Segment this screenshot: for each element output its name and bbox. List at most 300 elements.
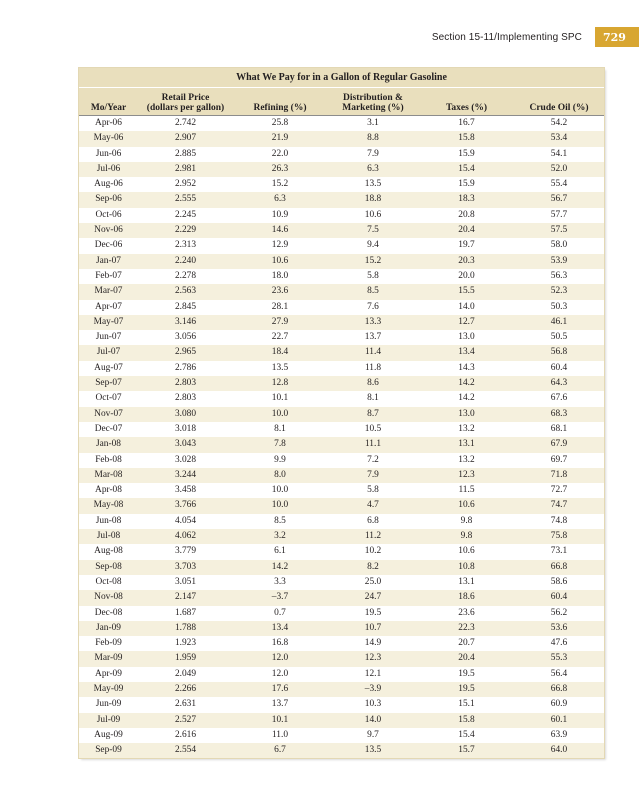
cell-retail-price: 2.845 [138, 300, 233, 315]
cell-retail-price: 2.631 [138, 697, 233, 712]
cell-distribution-marketing: 12.1 [327, 667, 419, 682]
cell-refining: 9.9 [233, 453, 327, 468]
table-row [79, 667, 604, 682]
cell-refining: 6.3 [233, 192, 327, 207]
cell-mo-year: Nov-07 [79, 407, 138, 422]
cell-refining: 8.5 [233, 514, 327, 529]
cell-taxes: 20.3 [419, 254, 514, 269]
cell-crude-oil: 74.7 [514, 498, 604, 513]
table-row [79, 422, 604, 437]
cell-crude-oil: 60.9 [514, 697, 604, 712]
cell-retail-price: 3.779 [138, 544, 233, 559]
cell-distribution-marketing: 11.1 [327, 437, 419, 452]
cell-refining: 8.0 [233, 468, 327, 483]
cell-retail-price: 3.244 [138, 468, 233, 483]
cell-refining: 10.1 [233, 713, 327, 728]
cell-crude-oil: 67.9 [514, 437, 604, 452]
cell-taxes: 18.3 [419, 192, 514, 207]
table-row [79, 147, 604, 162]
table-row [79, 728, 604, 743]
column-header-line2: Mo/Year [90, 103, 127, 113]
cell-mo-year: Aug-07 [79, 361, 138, 376]
cell-crude-oil: 46.1 [514, 315, 604, 330]
cell-taxes: 15.1 [419, 697, 514, 712]
cell-refining: 10.0 [233, 407, 327, 422]
table-row [79, 636, 604, 651]
cell-retail-price: 2.554 [138, 743, 233, 758]
cell-mo-year: Apr-09 [79, 667, 138, 682]
table-row [79, 529, 604, 544]
cell-refining: 10.0 [233, 498, 327, 513]
cell-retail-price: 2.803 [138, 391, 233, 406]
cell-taxes: 13.4 [419, 345, 514, 360]
cell-retail-price: 3.056 [138, 330, 233, 345]
column-header-line1: Distribution & [343, 93, 403, 103]
cell-taxes: 20.0 [419, 269, 514, 284]
cell-crude-oil: 50.3 [514, 300, 604, 315]
cell-retail-price: 2.907 [138, 131, 233, 146]
cell-distribution-marketing: 9.4 [327, 238, 419, 253]
cell-mo-year: Jul-06 [79, 162, 138, 177]
cell-crude-oil: 75.8 [514, 529, 604, 544]
cell-distribution-marketing: 10.3 [327, 697, 419, 712]
cell-taxes: 15.7 [419, 743, 514, 758]
cell-taxes: 15.9 [419, 177, 514, 192]
cell-crude-oil: 58.0 [514, 238, 604, 253]
cell-crude-oil: 52.0 [514, 162, 604, 177]
table-row [79, 391, 604, 406]
table-row [79, 575, 604, 590]
cell-mo-year: May-06 [79, 131, 138, 146]
cell-mo-year: Jun-08 [79, 514, 138, 529]
table-row [79, 743, 604, 758]
cell-retail-price: 2.240 [138, 254, 233, 269]
cell-distribution-marketing: 8.2 [327, 560, 419, 575]
cell-mo-year: May-08 [79, 498, 138, 513]
cell-distribution-marketing: 10.7 [327, 621, 419, 636]
table-row [79, 682, 604, 697]
cell-mo-year: Jul-07 [79, 345, 138, 360]
cell-distribution-marketing: 11.8 [327, 361, 419, 376]
cell-crude-oil: 69.7 [514, 453, 604, 468]
cell-crude-oil: 54.2 [514, 116, 604, 132]
cell-distribution-marketing: 3.1 [327, 116, 419, 132]
cell-mo-year: Mar-08 [79, 468, 138, 483]
column-header-line2: (dollars per gallon) [146, 103, 225, 113]
cell-retail-price: 2.049 [138, 667, 233, 682]
table-row [79, 192, 604, 207]
column-header-line2: Marketing (%) [342, 103, 404, 113]
cell-distribution-marketing: 25.0 [327, 575, 419, 590]
cell-refining: 26.3 [233, 162, 327, 177]
cell-distribution-marketing: 24.7 [327, 590, 419, 605]
cell-refining: 18.0 [233, 269, 327, 284]
column-header-line1 [79, 93, 138, 103]
cell-retail-price: 3.146 [138, 315, 233, 330]
cell-refining: 16.8 [233, 636, 327, 651]
cell-refining: 22.0 [233, 147, 327, 162]
column-header-mo-year [79, 88, 138, 116]
cell-retail-price: 2.555 [138, 192, 233, 207]
cell-crude-oil: 56.4 [514, 667, 604, 682]
table-row [79, 315, 604, 330]
cell-crude-oil: 55.4 [514, 177, 604, 192]
cell-taxes: 10.6 [419, 544, 514, 559]
column-header-line2: Refining (%) [253, 103, 307, 113]
cell-mo-year: Apr-06 [79, 116, 138, 132]
cell-distribution-marketing: 8.6 [327, 376, 419, 391]
cell-refining: 10.1 [233, 391, 327, 406]
cell-refining: 27.9 [233, 315, 327, 330]
cell-crude-oil: 72.7 [514, 483, 604, 498]
cell-mo-year: Jul-08 [79, 529, 138, 544]
cell-retail-price: 2.742 [138, 116, 233, 132]
cell-taxes: 13.2 [419, 422, 514, 437]
cell-taxes: 10.8 [419, 560, 514, 575]
cell-mo-year: Sep-07 [79, 376, 138, 391]
cell-retail-price: 2.952 [138, 177, 233, 192]
cell-crude-oil: 57.7 [514, 208, 604, 223]
cell-mo-year: Sep-09 [79, 743, 138, 758]
cell-crude-oil: 54.1 [514, 147, 604, 162]
cell-taxes: 19.5 [419, 667, 514, 682]
cell-mo-year: Jun-09 [79, 697, 138, 712]
cell-retail-price: 3.080 [138, 407, 233, 422]
cell-distribution-marketing: 7.9 [327, 147, 419, 162]
cell-distribution-marketing: 7.6 [327, 300, 419, 315]
cell-taxes: 13.2 [419, 453, 514, 468]
cell-taxes: 14.0 [419, 300, 514, 315]
cell-retail-price: 3.458 [138, 483, 233, 498]
cell-taxes: 19.5 [419, 682, 514, 697]
cell-mo-year: Mar-07 [79, 284, 138, 299]
cell-retail-price: 2.803 [138, 376, 233, 391]
cell-mo-year: Jan-08 [79, 437, 138, 452]
cell-crude-oil: 71.8 [514, 468, 604, 483]
cell-refining: 22.7 [233, 330, 327, 345]
table-title: What We Pay for in a Gallon of Regular Gasoline [79, 68, 604, 88]
cell-crude-oil: 68.3 [514, 407, 604, 422]
cell-crude-oil: 50.5 [514, 330, 604, 345]
cell-taxes: 15.8 [419, 713, 514, 728]
table-row [79, 590, 604, 605]
cell-distribution-marketing: 7.5 [327, 223, 419, 238]
cell-refining: 3.2 [233, 529, 327, 544]
cell-retail-price: 1.959 [138, 651, 233, 666]
cell-mo-year: Jan-09 [79, 621, 138, 636]
table-row [79, 269, 604, 284]
cell-crude-oil: 53.4 [514, 131, 604, 146]
cell-distribution-marketing: 11.2 [327, 529, 419, 544]
cell-mo-year: Feb-08 [79, 453, 138, 468]
cell-distribution-marketing: 11.4 [327, 345, 419, 360]
cell-taxes: 23.6 [419, 606, 514, 621]
column-header-line1 [514, 93, 604, 103]
column-header-line1: Retail Price [161, 93, 210, 103]
cell-mo-year: Sep-08 [79, 560, 138, 575]
cell-crude-oil: 64.3 [514, 376, 604, 391]
table-row [79, 713, 604, 728]
cell-mo-year: Dec-08 [79, 606, 138, 621]
cell-mo-year: Apr-07 [79, 300, 138, 315]
cell-crude-oil: 64.0 [514, 743, 604, 758]
cell-crude-oil: 47.6 [514, 636, 604, 651]
cell-mo-year: Aug-08 [79, 544, 138, 559]
cell-refining: 12.8 [233, 376, 327, 391]
cell-crude-oil: 60.1 [514, 713, 604, 728]
table-row [79, 345, 604, 360]
running-head [432, 27, 639, 47]
column-header-distribution-marketing [327, 88, 419, 116]
cell-retail-price: 3.043 [138, 437, 233, 452]
cell-crude-oil: 56.3 [514, 269, 604, 284]
cell-crude-oil: 53.9 [514, 254, 604, 269]
cell-crude-oil: 56.7 [514, 192, 604, 207]
cell-retail-price: 3.018 [138, 422, 233, 437]
cell-refining: 6.1 [233, 544, 327, 559]
column-header-crude-oil [514, 88, 604, 116]
column-header-taxes [419, 88, 514, 116]
cell-retail-price: 2.313 [138, 238, 233, 253]
cell-distribution-marketing: 6.8 [327, 514, 419, 529]
cell-mo-year: Aug-06 [79, 177, 138, 192]
cell-mo-year: Sep-06 [79, 192, 138, 207]
table-row [79, 162, 604, 177]
cell-distribution-marketing: 12.3 [327, 651, 419, 666]
cell-mo-year: Dec-06 [79, 238, 138, 253]
cell-taxes: 19.7 [419, 238, 514, 253]
cell-crude-oil: 56.2 [514, 606, 604, 621]
gasoline-table-container [79, 68, 604, 758]
column-header-line1 [233, 93, 327, 103]
cell-mo-year: Nov-06 [79, 223, 138, 238]
column-header-line1 [419, 93, 514, 103]
cell-refining: 0.7 [233, 606, 327, 621]
cell-retail-price: 2.563 [138, 284, 233, 299]
cell-refining: 14.6 [233, 223, 327, 238]
table-row [79, 483, 604, 498]
cell-retail-price: 2.885 [138, 147, 233, 162]
cell-taxes: 20.7 [419, 636, 514, 651]
cell-mo-year: Jun-06 [79, 147, 138, 162]
cell-mo-year: Oct-06 [79, 208, 138, 223]
cell-distribution-marketing: 5.8 [327, 483, 419, 498]
cell-refining: 10.6 [233, 254, 327, 269]
table-row [79, 453, 604, 468]
table-row [79, 468, 604, 483]
table-row [79, 560, 604, 575]
cell-distribution-marketing: 19.5 [327, 606, 419, 621]
cell-taxes: 16.7 [419, 116, 514, 132]
cell-distribution-marketing: 4.7 [327, 498, 419, 513]
cell-crude-oil: 73.1 [514, 544, 604, 559]
cell-mo-year: Jun-07 [79, 330, 138, 345]
cell-retail-price: 2.786 [138, 361, 233, 376]
cell-retail-price: 2.266 [138, 682, 233, 697]
cell-mo-year: Mar-09 [79, 651, 138, 666]
cell-retail-price: 2.245 [138, 208, 233, 223]
cell-crude-oil: 67.6 [514, 391, 604, 406]
cell-refining: 21.9 [233, 131, 327, 146]
cell-taxes: 12.3 [419, 468, 514, 483]
cell-retail-price: 2.527 [138, 713, 233, 728]
cell-distribution-marketing: 10.5 [327, 422, 419, 437]
cell-crude-oil: 66.8 [514, 682, 604, 697]
cell-refining: 23.6 [233, 284, 327, 299]
cell-retail-price: 1.687 [138, 606, 233, 621]
cell-mo-year: Dec-07 [79, 422, 138, 437]
table-row [79, 606, 604, 621]
table-row [79, 116, 604, 132]
cell-refining: 25.8 [233, 116, 327, 132]
cell-taxes: 15.9 [419, 147, 514, 162]
table-row [79, 437, 604, 452]
cell-crude-oil: 53.6 [514, 621, 604, 636]
table-row [79, 651, 604, 666]
table-row [79, 376, 604, 391]
cell-distribution-marketing: 8.5 [327, 284, 419, 299]
cell-refining: 11.0 [233, 728, 327, 743]
cell-retail-price: 2.229 [138, 223, 233, 238]
cell-mo-year: Apr-08 [79, 483, 138, 498]
cell-distribution-marketing: 7.9 [327, 468, 419, 483]
cell-taxes: 12.7 [419, 315, 514, 330]
cell-crude-oil: 60.4 [514, 361, 604, 376]
cell-taxes: 18.6 [419, 590, 514, 605]
column-header-line2: Crude Oil (%) [529, 103, 589, 113]
cell-retail-price: 2.616 [138, 728, 233, 743]
cell-taxes: 13.0 [419, 330, 514, 345]
cell-retail-price: 3.028 [138, 453, 233, 468]
cell-taxes: 15.4 [419, 728, 514, 743]
cell-distribution-marketing: 14.9 [327, 636, 419, 651]
cell-distribution-marketing: 15.2 [327, 254, 419, 269]
cell-distribution-marketing: 8.1 [327, 391, 419, 406]
table-row [79, 208, 604, 223]
table-row [79, 407, 604, 422]
cell-refining: 12.9 [233, 238, 327, 253]
cell-distribution-marketing: 13.5 [327, 743, 419, 758]
cell-taxes: 11.5 [419, 483, 514, 498]
table-row [79, 284, 604, 299]
cell-distribution-marketing: 10.2 [327, 544, 419, 559]
table-row [79, 498, 604, 513]
cell-mo-year: Oct-08 [79, 575, 138, 590]
cell-distribution-marketing: 6.3 [327, 162, 419, 177]
cell-distribution-marketing: 10.6 [327, 208, 419, 223]
cell-mo-year: Oct-07 [79, 391, 138, 406]
cell-taxes: 15.4 [419, 162, 514, 177]
cell-crude-oil: 63.9 [514, 728, 604, 743]
cell-refining: 10.0 [233, 483, 327, 498]
cell-retail-price: 2.278 [138, 269, 233, 284]
table-row [79, 621, 604, 636]
cell-refining: 28.1 [233, 300, 327, 315]
table-row [79, 223, 604, 238]
cell-mo-year: Nov-08 [79, 590, 138, 605]
cell-distribution-marketing: 8.8 [327, 131, 419, 146]
cell-taxes: 22.3 [419, 621, 514, 636]
cell-retail-price: 2.981 [138, 162, 233, 177]
cell-distribution-marketing: –3.9 [327, 682, 419, 697]
cell-distribution-marketing: 7.2 [327, 453, 419, 468]
cell-mo-year: Feb-07 [79, 269, 138, 284]
cell-taxes: 10.6 [419, 498, 514, 513]
column-header-refining [233, 88, 327, 116]
table-row [79, 544, 604, 559]
cell-mo-year: Jul-09 [79, 713, 138, 728]
cell-crude-oil: 60.4 [514, 590, 604, 605]
table-row [79, 300, 604, 315]
cell-mo-year: Jan-07 [79, 254, 138, 269]
cell-taxes: 14.3 [419, 361, 514, 376]
cell-taxes: 13.1 [419, 575, 514, 590]
table-row [79, 330, 604, 345]
cell-taxes: 20.4 [419, 223, 514, 238]
cell-retail-price: 1.788 [138, 621, 233, 636]
cell-mo-year: May-07 [79, 315, 138, 330]
cell-refining: 15.2 [233, 177, 327, 192]
cell-taxes: 9.8 [419, 514, 514, 529]
table-row [79, 131, 604, 146]
cell-retail-price: 2.965 [138, 345, 233, 360]
cell-refining: 13.7 [233, 697, 327, 712]
cell-mo-year: May-09 [79, 682, 138, 697]
cell-refining: 18.4 [233, 345, 327, 360]
cell-crude-oil: 74.8 [514, 514, 604, 529]
cell-refining: 12.0 [233, 667, 327, 682]
table-row [79, 254, 604, 269]
cell-retail-price: 2.147 [138, 590, 233, 605]
cell-taxes: 14.2 [419, 391, 514, 406]
cell-refining: 13.5 [233, 361, 327, 376]
cell-distribution-marketing: 5.8 [327, 269, 419, 284]
cell-distribution-marketing: 14.0 [327, 713, 419, 728]
cell-taxes: 15.5 [419, 284, 514, 299]
section-title: Section 15-11/Implementing SPC [431, 31, 582, 43]
cell-crude-oil: 58.6 [514, 575, 604, 590]
cell-refining: –3.7 [233, 590, 327, 605]
table-body [79, 116, 604, 759]
cell-crude-oil: 55.3 [514, 651, 604, 666]
cell-crude-oil: 57.5 [514, 223, 604, 238]
cell-distribution-marketing: 13.7 [327, 330, 419, 345]
cell-refining: 3.3 [233, 575, 327, 590]
table-row [79, 361, 604, 376]
column-header-retail-price [138, 88, 233, 116]
cell-taxes: 13.1 [419, 437, 514, 452]
cell-distribution-marketing: 18.8 [327, 192, 419, 207]
cell-crude-oil: 66.8 [514, 560, 604, 575]
cell-taxes: 20.8 [419, 208, 514, 223]
cell-crude-oil: 52.3 [514, 284, 604, 299]
table-row [79, 238, 604, 253]
cell-taxes: 14.2 [419, 376, 514, 391]
cell-taxes: 13.0 [419, 407, 514, 422]
cell-taxes: 15.8 [419, 131, 514, 146]
cell-distribution-marketing: 13.5 [327, 177, 419, 192]
cell-retail-price: 3.703 [138, 560, 233, 575]
cell-retail-price: 4.054 [138, 514, 233, 529]
cell-refining: 14.2 [233, 560, 327, 575]
cell-retail-price: 3.051 [138, 575, 233, 590]
cell-distribution-marketing: 8.7 [327, 407, 419, 422]
column-header-row [79, 88, 604, 116]
cell-crude-oil: 68.1 [514, 422, 604, 437]
table-row [79, 177, 604, 192]
cell-retail-price: 1.923 [138, 636, 233, 651]
cell-refining: 10.9 [233, 208, 327, 223]
